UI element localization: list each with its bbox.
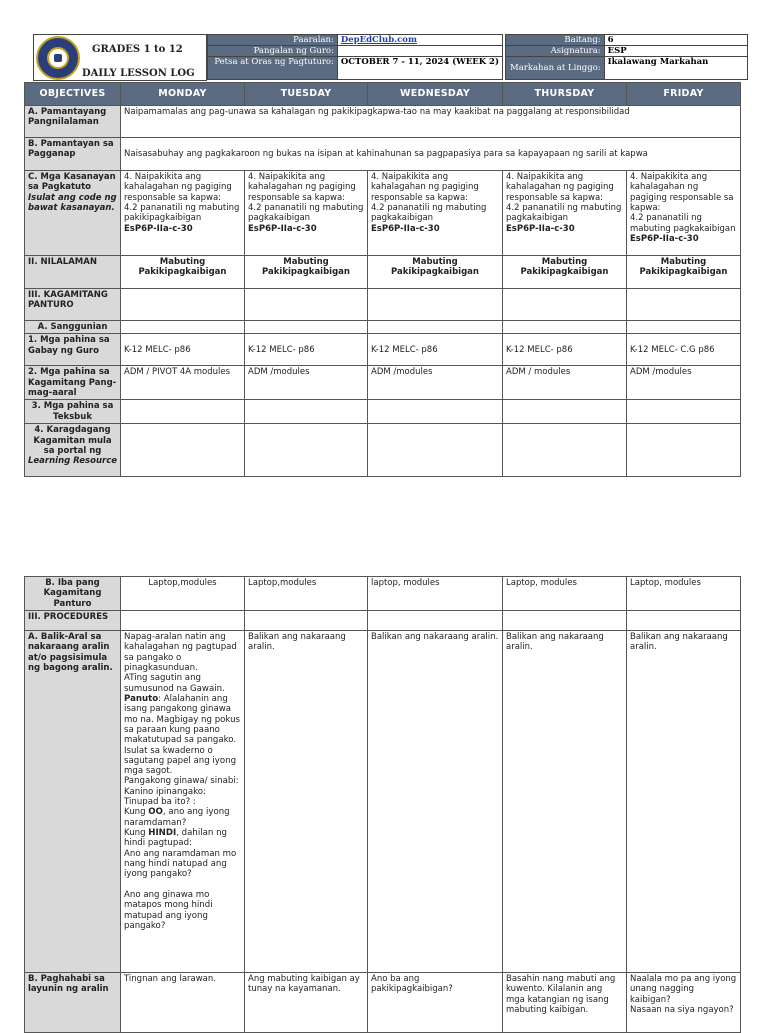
nilalaman-friday: Mabuting Pakikipagkaibigan: [627, 256, 741, 289]
nilalaman-tuesday: Mabuting Pakikipagkaibigan: [245, 256, 368, 289]
kasanayan-tuesday: [245, 171, 368, 256]
row-label-karagdagang-kagamitan: [25, 424, 121, 477]
kasanayan-wednesday: [368, 171, 503, 256]
header-title-grades: GRADES 1 to 12: [92, 44, 183, 55]
guro-value: [337, 46, 502, 57]
kagamitang-pahina-thursday: ADM / modules: [503, 366, 627, 400]
paaralan-label: Paaralan:: [208, 35, 338, 46]
paghahabi-tuesday: Ang mabuting kaibigan ay tunay na kayamanan.: [245, 973, 368, 1033]
row-label-iba-pang-kagamitan: B. Iba pang Kagamitang Panturo: [25, 577, 121, 611]
procedures-monday: [121, 611, 245, 631]
nilalaman-thursday: Mabuting Pakikipagkaibigan: [503, 256, 627, 289]
karagdagang-thursday: [503, 424, 627, 477]
panuto-label: Panuto: [124, 693, 159, 704]
sanggunian-thursday: [503, 321, 627, 334]
karagdagang-monday: [121, 424, 245, 477]
karagdagang-friday: [627, 424, 741, 477]
row-label-pamantayan-sa-pagganap: B. Pamantayan sa Pagganap: [25, 138, 121, 171]
markahan-value: Ikalawang Markahan: [604, 57, 747, 80]
row-label-procedures: III. PROCEDURES: [25, 611, 121, 631]
kasanayan-thursday: [503, 171, 627, 256]
teksbuk-tuesday: [245, 400, 368, 424]
petsa-label: Petsa at Oras ng Pagtuturo:: [208, 57, 338, 80]
gabay-tuesday: K-12 MELC- p86: [245, 334, 368, 366]
kasanayan-label: C. Mga Kasanayan sa Pagkatuto: [28, 172, 116, 193]
teksbuk-friday: [627, 400, 741, 424]
row-label-nilalaman: II. NILALAMAN: [25, 256, 121, 289]
teksbuk-thursday: [503, 400, 627, 424]
kasanayan-friday: [627, 171, 741, 256]
kasanayan-code: EsP6P-IIa-c-30: [248, 223, 317, 234]
karagdagang-label-italic: Learning Resource: [28, 456, 118, 467]
col-header-thursday: THURSDAY: [503, 83, 627, 106]
balik-aral-tuesday: Balikan ang nakaraang aralin.: [245, 631, 368, 973]
guro-label: Pangalan ng Guro:: [208, 46, 338, 57]
iba-tuesday: Laptop,modules: [245, 577, 368, 611]
balik-aral-thursday: Balikan ang nakaraang aralin.: [503, 631, 627, 973]
procedures-friday: [627, 611, 741, 631]
kasanayan-text: 4. Naipakikita ang kahalagahan ng pagiging responsable sa kapwa: 4.2 pananatili ng mabuting pagkakaibigan: [506, 172, 622, 224]
paaralan-link[interactable]: DepEdClub.com: [340, 35, 417, 45]
kasanayan-monday: [121, 171, 245, 256]
kasanayan-text: 4. Naipakikita ang kahalagahan ng pagiging responsable sa kapwa: 4.2 pananatili ng mabuting pagkakaibigan: [371, 172, 487, 224]
header-meta-right: [505, 34, 748, 80]
asignatura-value: ESP: [604, 46, 747, 57]
baitang-value: 6: [604, 35, 747, 46]
balik-text: Napag-aralan natin ang kahalagahan ng pagtupad sa pangako o pinagkasunduan. ATing sagutin ang sumusunod na Gawain.: [124, 632, 237, 694]
kagamitang-pahina-tuesday: ADM /modules: [245, 366, 368, 400]
petsa-value: OCTOBER 7 - 11, 2024 (WEEK 2): [337, 57, 502, 80]
sanggunian-friday: [627, 321, 741, 334]
kasanayan-text: 4. Naipakikita ang kahalagahan ng pagiging responsable sa kapwa: 4.2 pananatili ng mabuting pakikipagkaibigan: [124, 172, 240, 224]
col-header-friday: FRIDAY: [627, 83, 741, 106]
balik-text: : Alalahanin ang isang pangakong ginawa mo na. Magbigay ng pokus sa paraan kung paano makatutupad sa pangako. Isulat sa kwaderno o sagutang papel ang iyong mga sagot. Pangakong ginawa/ sinabi: Kanino ipinangako: Tinupad ba ito? : Kung: [124, 693, 241, 818]
baitang-label: Baitang:: [506, 35, 605, 46]
lesson-table-part2: [24, 576, 741, 1033]
row-label-balik-aral: A. Balik-Aral sa nakaraang aralin at/o pagsisimula ng bagong aralin.: [25, 631, 121, 973]
kagamitang-pahina-monday: ADM / PIVOT 4A modules: [121, 366, 245, 400]
row-label-paghahabi: B. Paghahabi sa layunin ng aralin: [25, 973, 121, 1033]
sanggunian-wednesday: [368, 321, 503, 334]
sanggunian-monday: [121, 321, 245, 334]
asignatura-label: Asignatura:: [506, 46, 605, 57]
kasanayan-text: 4. Naipakikita ang kahalagahan ng pagiging responsable sa kapwa: 4.2 pananatili ng mabuting pagkakaibigan: [630, 172, 736, 234]
sanggunian-tuesday: [245, 321, 368, 334]
kagamitang-monday: [121, 289, 245, 321]
kagamitang-friday: [627, 289, 741, 321]
kasanayan-text: 4. Naipakikita ang kahalagahan ng pagiging responsable sa kapwa: 4.2 pananatili ng mabuting pagkakaibigan: [248, 172, 364, 224]
pamantayan-sa-pagganap-text: Naisasabuhay ang pagkakaroon ng bukas na isipan at kahinahunan sa pagpapasiya para sa kapayapaan ng sarili at kapwa: [121, 138, 741, 171]
balik-aral-wednesday: Balikan ang nakaraang aralin.: [368, 631, 503, 973]
header-title-box: [33, 34, 207, 81]
kasanayan-label-italic: Isulat ang code ng bawat kasanayan.: [28, 192, 117, 214]
gabay-thursday: K-12 MELC- p86: [503, 334, 627, 366]
oo-label: OO: [148, 807, 163, 818]
kagamitang-thursday: [503, 289, 627, 321]
kagamitang-pahina-wednesday: ADM /modules: [368, 366, 503, 400]
row-label-gabay-ng-guro: 1. Mga pahina sa Gabay ng Guro: [25, 334, 121, 366]
row-label-kasanayan: [25, 171, 121, 256]
header-title-dll: DAILY LESSON LOG: [82, 68, 195, 79]
row-label-kagamitang-panturo: III. KAGAMITANG PANTURO: [25, 289, 121, 321]
procedures-wednesday: [368, 611, 503, 631]
karagdagang-wednesday: [368, 424, 503, 477]
header-meta-left: [207, 34, 503, 80]
markahan-label: Markahan at Linggo:: [506, 57, 605, 80]
paghahabi-friday: Naalala mo pa ang iyong unang nagging kaibigan? Nasaan na siya ngayon?: [627, 973, 741, 1033]
kagamitang-pahina-friday: ADM /modules: [627, 366, 741, 400]
gabay-friday: K-12 MELC- C.G p86: [627, 334, 741, 366]
row-label-sanggunian: A. Sanggunian: [25, 321, 121, 334]
kagamitang-tuesday: [245, 289, 368, 321]
kasanayan-code: EsP6P-IIa-c-30: [124, 223, 193, 234]
kagamitang-wednesday: [368, 289, 503, 321]
iba-monday: Laptop,modules: [121, 577, 245, 611]
deped-seal-icon: [36, 36, 80, 80]
gabay-wednesday: K-12 MELC- p86: [368, 334, 503, 366]
teksbuk-monday: [121, 400, 245, 424]
paaralan-value[interactable]: [337, 35, 502, 46]
kasanayan-code: EsP6P-IIa-c-30: [371, 223, 440, 234]
row-label-kagamitang-pang-mag-aaral: 2. Mga pahina sa Kagamitang Pang-mag-aaral: [25, 366, 121, 400]
lesson-table-part1: [24, 82, 741, 477]
balik-aral-friday: Balikan ang nakaraang aralin.: [627, 631, 741, 973]
row-label-teksbuk: 3. Mga pahina sa Teksbuk: [25, 400, 121, 424]
col-header-monday: MONDAY: [121, 83, 245, 106]
balik-text: , ano ang iyong naramdaman? Kung: [124, 807, 230, 839]
paghahabi-wednesday: Ano ba ang pakikipagkaibigan?: [368, 973, 503, 1033]
karagdagang-label: 4. Karagdagang Kagamitan mula sa portal ng: [33, 425, 112, 456]
iba-thursday: Laptop, modules: [503, 577, 627, 611]
col-header-wednesday: WEDNESDAY: [368, 83, 503, 106]
paghahabi-thursday: Basahin nang mabuti ang kuwento. Kilalanin ang mga katangian ng isang mabuting kaibigan.: [503, 973, 627, 1033]
gabay-monday: K-12 MELC- p86: [121, 334, 245, 366]
iba-wednesday: laptop, modules: [368, 577, 503, 611]
procedures-thursday: [503, 611, 627, 631]
teksbuk-wednesday: [368, 400, 503, 424]
hindi-label: HINDI: [148, 828, 177, 839]
nilalaman-monday: Mabuting Pakikipagkaibigan: [121, 256, 245, 289]
nilalaman-wednesday: Mabuting Pakikipagkaibigan: [368, 256, 503, 289]
row-label-pamantayang-pangnilalaman: A. Pamantayang Pangnilalaman: [25, 106, 121, 138]
iba-friday: Laptop, modules: [627, 577, 741, 611]
paghahabi-monday: Tingnan ang larawan.: [121, 973, 245, 1033]
kasanayan-code: EsP6P-IIa-c-30: [630, 234, 699, 245]
kasanayan-code: EsP6P-IIa-c-30: [506, 223, 575, 234]
pamantayang-pangnilalaman-text: Naipamamalas ang pag-unawa sa kahalagan ng pakikipagkapwa-tao na may kaakibat na paggalang at responsibilidad: [121, 106, 741, 138]
procedures-tuesday: [245, 611, 368, 631]
balik-text: , dahilan ng hindi pagtupad: Ano ang naramdaman mo nang hindi natupad ang iyong pangako? Ano ang ginawa mo matapos mong hindi matupad ang iyong pangako?: [124, 828, 237, 931]
balik-aral-monday: [121, 631, 245, 973]
col-header-objectives: OBJECTIVES: [25, 83, 121, 106]
karagdagang-tuesday: [245, 424, 368, 477]
col-header-tuesday: TUESDAY: [245, 83, 368, 106]
